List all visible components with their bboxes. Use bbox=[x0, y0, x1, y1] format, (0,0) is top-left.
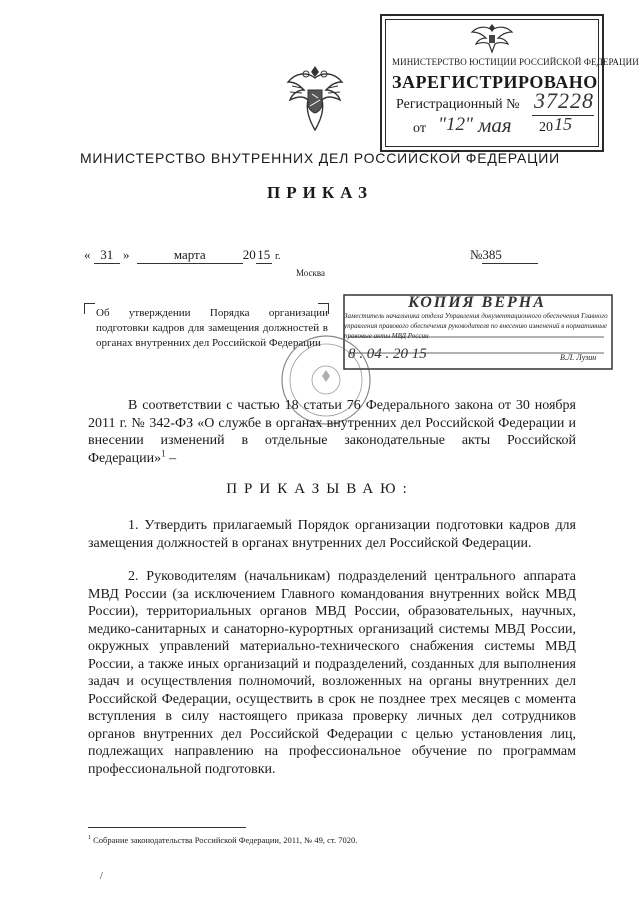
registration-ministry: МИНИСТЕРСТВО ЮСТИЦИИ РОССИЙСКОЙ ФЕДЕРАЦИИ bbox=[392, 57, 639, 67]
order-item-2: 2. Руководителям (начальникам) подразделений центрального аппарата МВД России (за исключением Главного командования внутренних войск МВД России), территориальных органов МВД России, образовательных, научных, медико-санитарных и санаторно-курортных организаций системы МВД России, окружных управлений материально-технического снабжения системы МВД России, а также иных организаций и подразделений, созданных для выполнения задач и осуществления полномочий, возложенных на органы внутренних дел Российской Федерации, осуществить в срок не позднее трех месяцев с момента вступления в силу настоящего приказа проверку личных дел сотрудников органов внутренних дел Российской Федерации с целью установления лиц, подлежащих направлению на профессиональное обучение по программам профессиональной подготовки. bbox=[88, 569, 576, 777]
date-close-quote: » bbox=[123, 247, 130, 262]
registration-number: 37228 bbox=[534, 88, 594, 113]
footnote-separator bbox=[88, 827, 246, 828]
intro-footnote-ref: 1 bbox=[161, 447, 166, 458]
footnote bbox=[88, 835, 357, 845]
date-year-prefix: 20 bbox=[242, 247, 256, 262]
registration-date-from: от bbox=[413, 121, 426, 136]
eagle-emblem-icon bbox=[468, 20, 516, 54]
footnote-mark: 1 bbox=[88, 835, 91, 842]
intro-dash: – bbox=[165, 450, 177, 466]
registration-date-month: мая bbox=[478, 113, 512, 137]
ministry-heading: МИНИСТЕРСТВО ВНУТРЕННИХ ДЕЛ РОССИЙСКОЙ ФЕДЕРАЦИИ bbox=[79, 150, 561, 166]
date-year: 15 bbox=[257, 247, 271, 262]
page-mark: / bbox=[100, 871, 103, 882]
date-month: марта bbox=[137, 247, 243, 264]
coat-of-arms-icon bbox=[284, 64, 346, 132]
order-number-value: 385 bbox=[482, 247, 538, 264]
registration-date-day: "12" bbox=[438, 114, 473, 135]
order-date bbox=[84, 247, 280, 264]
intro-paragraph bbox=[88, 397, 576, 467]
copy-stamp-title: КОПИЯ ВЕРНА bbox=[408, 294, 546, 311]
date-open-quote: « bbox=[84, 247, 91, 262]
date-year-suffix: г. bbox=[275, 251, 281, 262]
registration-date-year-prefix: 20 bbox=[539, 120, 553, 135]
order-item-1: 1. Утвердить прилагаемый Порядок организации подготовки кадров для замещения должностей в органах внутренних дел Российской Федерации. bbox=[88, 518, 576, 551]
city: Москва bbox=[296, 268, 325, 278]
registration-number-label: Регистрационный № bbox=[396, 97, 520, 112]
registration-date-year: 15 bbox=[554, 114, 572, 134]
order-number bbox=[470, 247, 538, 264]
copy-stamp-text: Заместитель начальника отдела Управления документационного обеспечения Главного управления правового обеспечения руководителя по внесению изменений в нормативные правовые акты МВД России bbox=[344, 312, 608, 340]
order-number-label: № bbox=[470, 247, 483, 262]
date-day: 31 bbox=[94, 247, 120, 264]
footnote-text: Собрание законодательства Российской Федерации, 2011, № 49, ст. 7020. bbox=[93, 835, 358, 845]
order-subject: Об утверждении Порядка организации подготовки кадров для замещения должностей в органах внутренних дел Российской Федерации bbox=[96, 307, 328, 349]
copy-stamp-name: В.Л. Лузин bbox=[560, 353, 597, 362]
registration-status: ЗАРЕГИСТРИРОВАНО bbox=[392, 72, 598, 92]
intro-text: В соответствии с частью 18 статьи 76 Федерального закона от 30 ноября 2011 г. № 342-ФЗ «О службе в органах внутренних дел Российской Федерации и внесении изменений в отдельные законодательные акты Российской Федерации» bbox=[88, 398, 576, 466]
copy-stamp-date: 8 . 04 . 20 15 bbox=[348, 346, 427, 362]
subject-bracket-left bbox=[84, 303, 95, 314]
order-word: ПРИКАЗЫВАЮ: bbox=[226, 481, 414, 497]
document-title: ПРИКАЗ bbox=[267, 183, 373, 202]
